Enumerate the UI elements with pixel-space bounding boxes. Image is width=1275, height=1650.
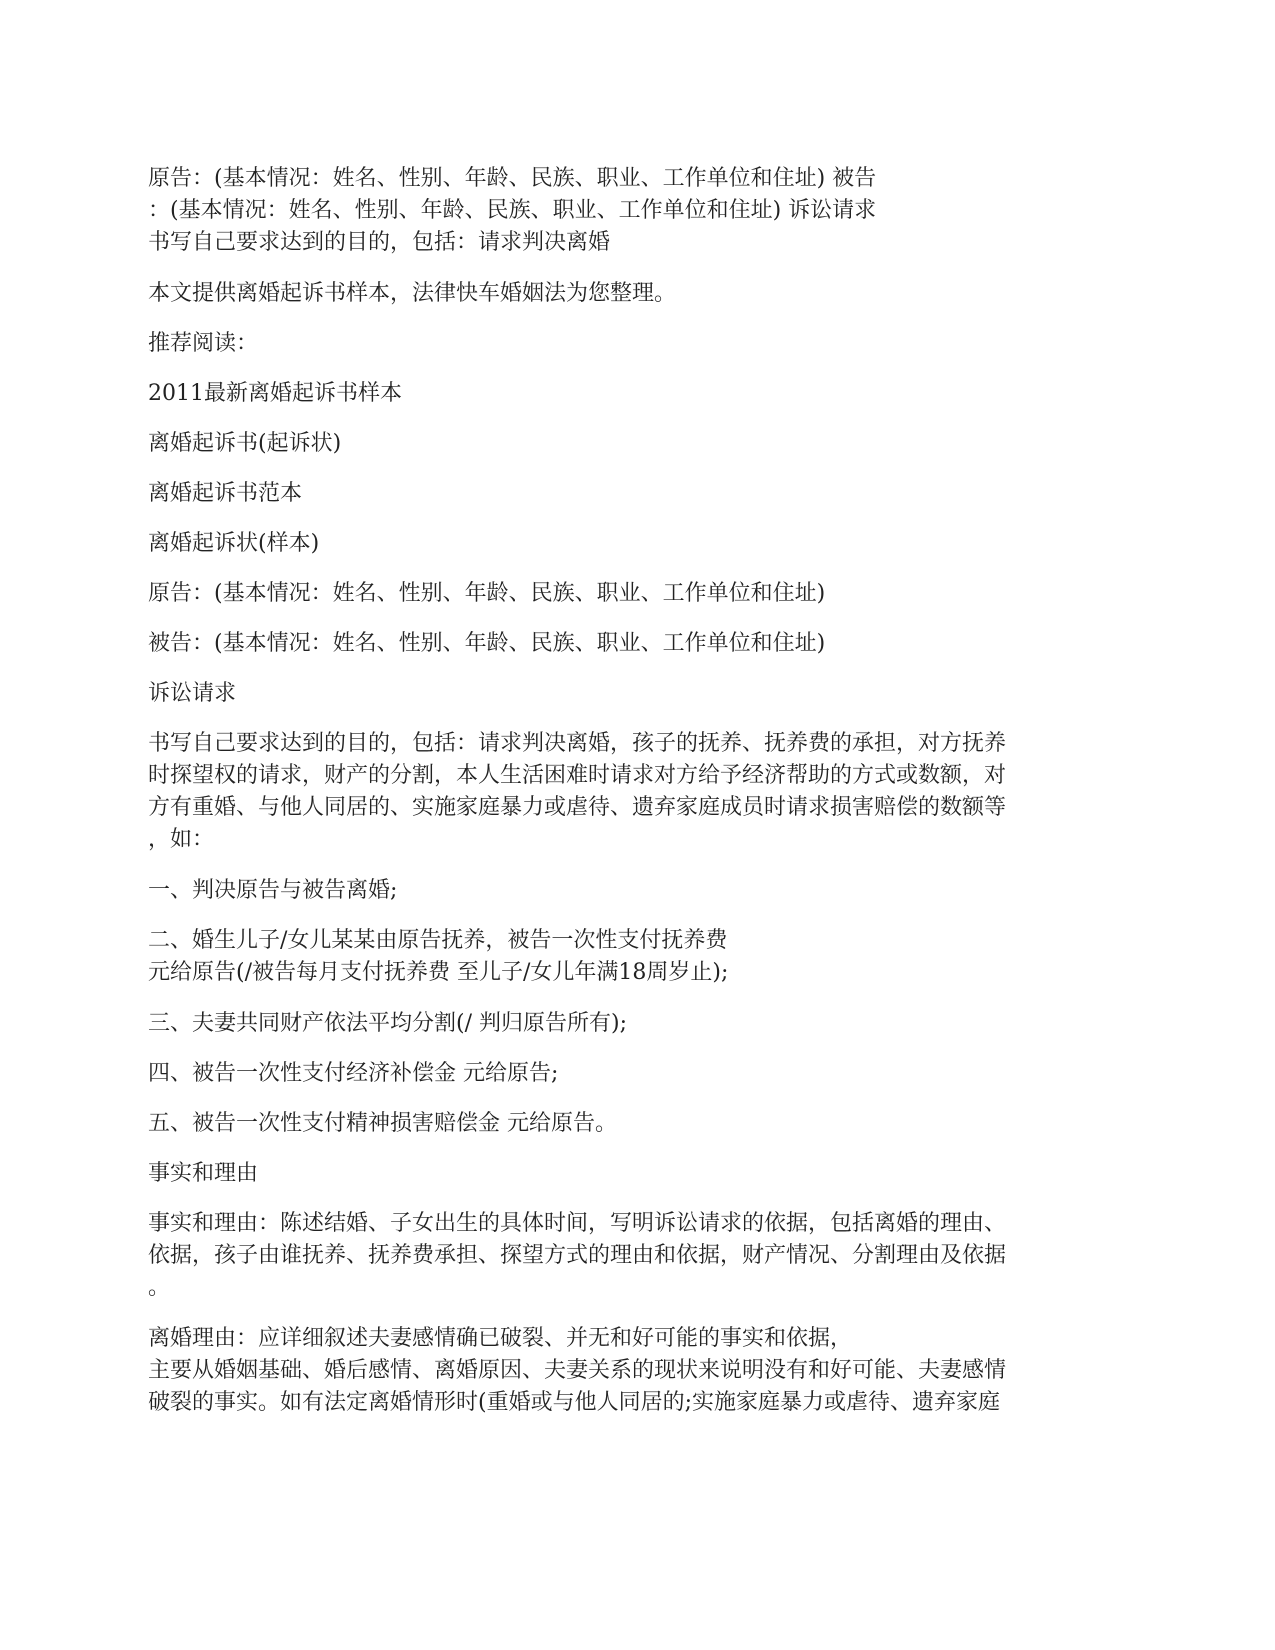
claim-item-3: [148, 1008, 1133, 1040]
source-note-text: 本文提供离婚起诉书样本，法律快车婚姻法为您整理。: [148, 281, 677, 306]
intro-line: 书写自己要求达到的目的，包括：请求判决离婚: [148, 230, 611, 255]
plaintiff-text: 原告：(基本情况：姓名、性别、年龄、民族、职业、工作单位和住址): [148, 581, 826, 606]
claims-desc-line: ，如：: [148, 827, 215, 852]
recommended-link-text[interactable]: 离婚起诉书范本: [148, 481, 303, 506]
claim-text: 元给原告(/被告每月支付抚养费 至儿子/女儿年满18周岁止);: [148, 960, 729, 985]
sample-title-text: 离婚起诉状(样本): [148, 531, 320, 556]
claims-heading: [148, 678, 1133, 710]
recommend-heading: [148, 328, 1133, 360]
reasons-line: 破裂的事实。如有法定离婚情形时(重婚或与他人同居的;实施家庭暴力或虐待、遗弃家庭: [148, 1390, 1000, 1415]
reasons-line: 主要从婚姻基础、婚后感情、离婚原因、夫妻关系的现状来说明没有和好可能、夫妻感情: [148, 1358, 1007, 1383]
claim-item-2: [148, 925, 1133, 989]
reasons-line: 离婚理由：应详细叙述夫妻感情确已破裂、并无和好可能的事实和依据，: [148, 1326, 853, 1351]
sample-title: [148, 528, 1133, 560]
source-note: [148, 278, 1133, 310]
claim-item-4: [148, 1058, 1133, 1090]
intro-line: ：(基本情况：姓名、性别、年龄、民族、职业、工作单位和住址) 诉讼请求: [148, 198, 877, 223]
defendant-text: 被告：(基本情况：姓名、性别、年龄、民族、职业、工作单位和住址): [148, 631, 826, 656]
plaintiff-line: [148, 578, 1133, 610]
claim-item-1: [148, 875, 1133, 907]
claim-text: 一、判决原告与被告离婚;: [148, 878, 398, 903]
intro-paragraph: [148, 163, 1133, 259]
intro-line: 原告：(基本情况：姓名、性别、年龄、民族、职业、工作单位和住址) 被告: [148, 166, 877, 191]
recommended-link-1[interactable]: [148, 378, 1133, 410]
facts-line: 事实和理由：陈述结婚、子女出生的具体时间，写明诉讼请求的依据，包括离婚的理由、: [148, 1211, 1007, 1236]
claims-desc-line: 时探望权的请求，财产的分割，本人生活困难时请求对方给予经济帮助的方式或数额，对: [148, 763, 1007, 788]
claims-heading-text: 诉讼请求: [148, 681, 237, 706]
claim-text: 五、被告一次性支付精神损害赔偿金 元给原告。: [148, 1111, 617, 1136]
facts-line: 。: [148, 1275, 171, 1300]
recommended-link-2[interactable]: [148, 428, 1133, 460]
recommend-heading-text: 推荐阅读：: [148, 331, 259, 356]
claim-text: 四、被告一次性支付经济补偿金 元给原告;: [148, 1061, 559, 1086]
claim-item-5: [148, 1108, 1133, 1140]
recommended-link-text[interactable]: 离婚起诉书(起诉状): [148, 431, 342, 456]
facts-line: 依据，孩子由谁抚养、抚养费承担、探望方式的理由和依据，财产情况、分割理由及依据: [148, 1243, 1007, 1268]
document-body: [148, 163, 1133, 1438]
reasons-paragraph: [148, 1323, 1133, 1419]
recommended-link-3[interactable]: [148, 478, 1133, 510]
facts-heading-text: 事实和理由: [148, 1161, 259, 1186]
claims-desc-line: 方有重婚、与他人同居的、实施家庭暴力或虐待、遗弃家庭成员时请求损害赔偿的数额等: [148, 795, 1007, 820]
facts-heading: [148, 1158, 1133, 1190]
claim-text: 二、婚生儿子/女儿某某由原告抚养，被告一次性支付抚养费: [148, 928, 728, 953]
defendant-line: [148, 628, 1133, 660]
facts-paragraph: [148, 1208, 1133, 1304]
claims-description: [148, 728, 1133, 856]
claims-desc-line: 书写自己要求达到的目的，包括：请求判决离婚，孩子的抚养、抚养费的承担，对方抚养: [148, 731, 1007, 756]
recommended-link-text[interactable]: 2011最新离婚起诉书样本: [148, 381, 402, 406]
claim-text: 三、夫妻共同财产依法平均分割(/ 判归原告所有);: [148, 1011, 627, 1036]
